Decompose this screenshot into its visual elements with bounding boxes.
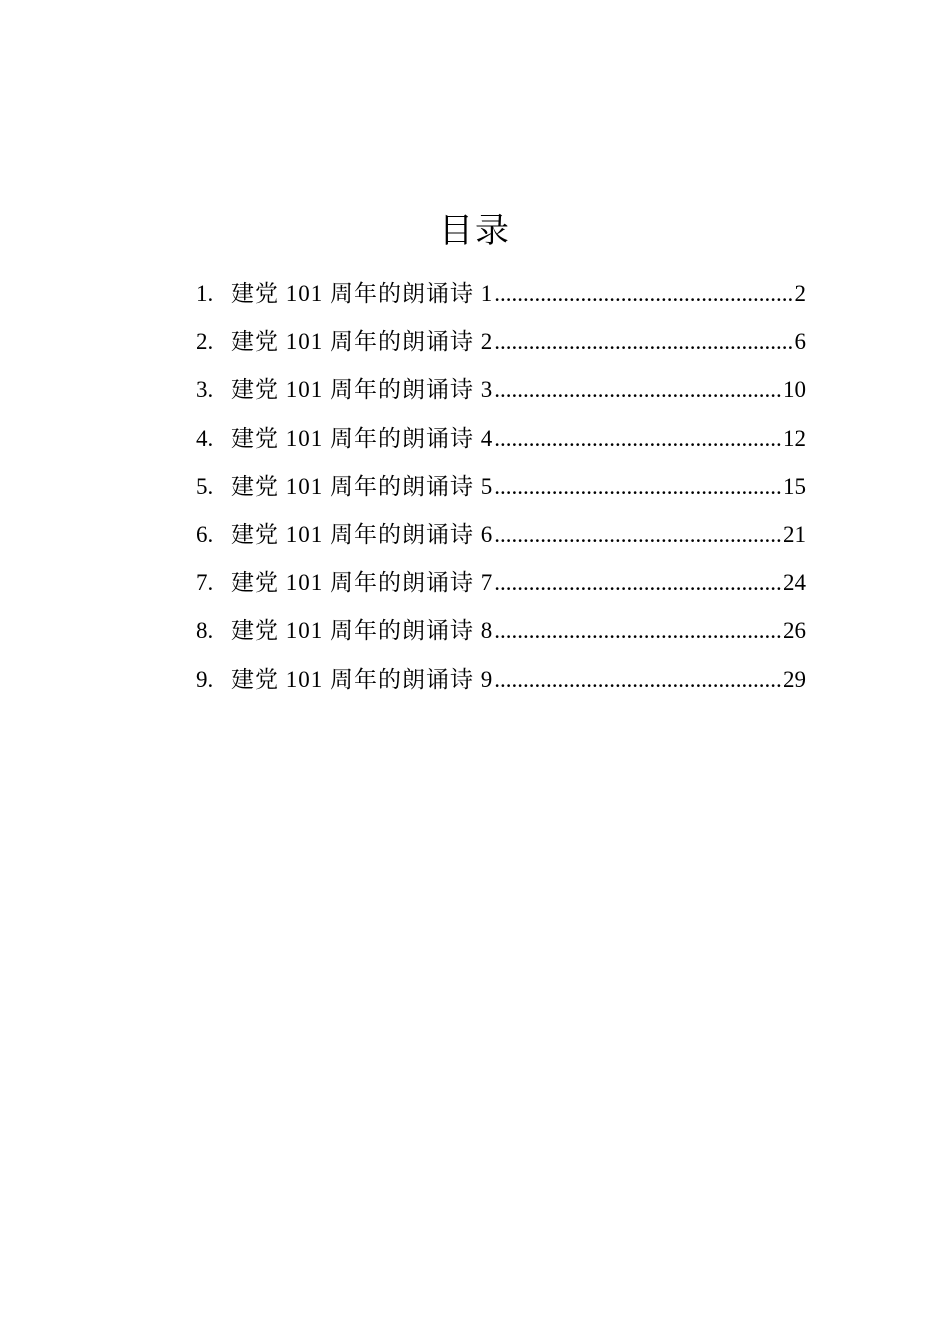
toc-title: 目录 bbox=[439, 213, 511, 250]
toc-entry-text: 建党 101 周年的朗诵诗 1 bbox=[231, 281, 494, 306]
dot-leader bbox=[494, 613, 782, 649]
toc-entry-text: 建党 101 周年的朗诵诗 6 bbox=[231, 521, 494, 547]
toc-entry-number: 7. bbox=[196, 570, 214, 596]
toc-entry-page: 12 bbox=[783, 425, 806, 451]
toc-entry-8[interactable] bbox=[196, 613, 806, 661]
dot-leader bbox=[494, 469, 782, 505]
toc-entry-page: 15 bbox=[783, 473, 806, 499]
toc-entry-page: 24 bbox=[783, 570, 806, 596]
toc-entry-page: 10 bbox=[783, 377, 806, 403]
dot-leader bbox=[494, 421, 782, 457]
toc-entry-number: 6. bbox=[196, 521, 214, 547]
toc-entry-text: 建党 101 周年的朗诵诗 3 bbox=[231, 377, 494, 403]
toc-entry-9[interactable] bbox=[196, 662, 806, 710]
toc-entry-5[interactable] bbox=[196, 469, 806, 517]
dot-leader bbox=[494, 372, 782, 408]
dot-leader bbox=[494, 517, 782, 553]
toc-entry-number: 9. bbox=[196, 666, 214, 692]
toc-entry-text: 建党 101 周年的朗诵诗 5 bbox=[231, 473, 494, 499]
toc-list bbox=[196, 276, 806, 710]
toc-entry-text: 建党 101 周年的朗诵诗 4 bbox=[231, 425, 494, 451]
toc-entry-4[interactable] bbox=[196, 421, 806, 469]
toc-entry-number: 8. bbox=[196, 618, 214, 644]
toc-entry-page: 29 bbox=[783, 666, 806, 692]
toc-entry-2[interactable] bbox=[196, 324, 806, 372]
toc-entry-3[interactable] bbox=[196, 372, 806, 420]
toc-entry-page: 6 bbox=[794, 329, 806, 355]
toc-entry-page: 21 bbox=[783, 521, 806, 547]
toc-entry-1[interactable] bbox=[196, 276, 806, 324]
toc-entry-text: 建党 101 周年的朗诵诗 2 bbox=[231, 329, 494, 355]
toc-entry-number: 2. bbox=[196, 329, 214, 355]
toc-entry-number: 3. bbox=[196, 377, 214, 403]
dot-leader bbox=[494, 565, 782, 601]
toc-entry-6[interactable] bbox=[196, 517, 806, 565]
toc-entry-text: 建党 101 周年的朗诵诗 9 bbox=[231, 666, 494, 692]
toc-entry-number: 1. bbox=[196, 281, 214, 306]
toc-entry-page: 26 bbox=[783, 618, 806, 644]
toc-entry-text: 建党 101 周年的朗诵诗 7 bbox=[231, 570, 494, 596]
toc-entry-text: 建党 101 周年的朗诵诗 8 bbox=[231, 618, 494, 644]
toc-entry-number: 4. bbox=[196, 425, 214, 451]
toc-entry-page: 2 bbox=[794, 281, 806, 306]
toc-entry-number: 5. bbox=[196, 473, 214, 499]
dot-leader bbox=[494, 662, 782, 698]
dot-leader bbox=[494, 276, 793, 312]
toc-entry-7[interactable] bbox=[196, 565, 806, 613]
dot-leader bbox=[494, 324, 793, 360]
